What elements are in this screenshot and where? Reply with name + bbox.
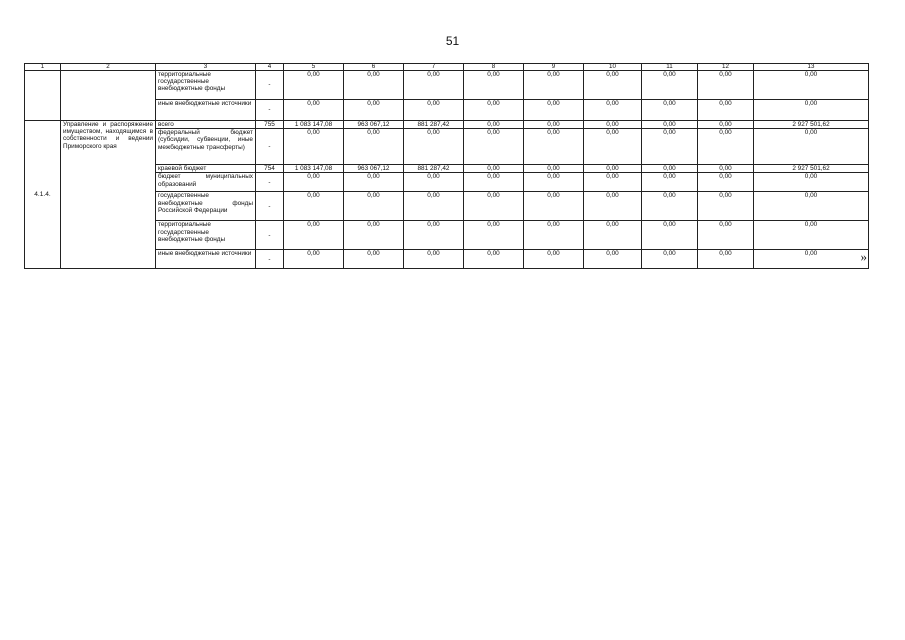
value-cell: 0,00 (284, 192, 344, 221)
value-cell: 0,00 (698, 71, 754, 100)
value-cell: 0,00 (284, 173, 344, 192)
table-row (25, 121, 869, 129)
value-cell: 2 927 501,62 (754, 121, 869, 129)
value-cell: 0,00 (698, 129, 754, 165)
value-cell: 0,00 (464, 165, 524, 173)
value-cell: 0,00 (698, 173, 754, 192)
header-cell: 1 (25, 64, 61, 71)
value-cell: 0,00 (524, 221, 584, 250)
header-cell: 9 (524, 64, 584, 71)
budget-table (24, 63, 869, 269)
funding-source: территориальные государственные внебюджетные фонды (156, 221, 256, 250)
item-number: 4.1.4. (25, 121, 61, 269)
value-cell: 0,00 (344, 192, 404, 221)
value-cell: 0,00 (284, 71, 344, 100)
value-cell: 0,00 (524, 173, 584, 192)
value-cell: 0,00 (584, 121, 642, 129)
value-cell: 0,00 (698, 165, 754, 173)
value-cell: 0,00 (642, 165, 698, 173)
value-cell: 881 287,42 (404, 165, 464, 173)
value-cell: 0,00 (698, 192, 754, 221)
item-name-cell (61, 71, 156, 121)
value-cell: 0,00 (642, 173, 698, 192)
value-cell: 881 287,42 (404, 121, 464, 129)
value-cell: 0,00 (464, 71, 524, 100)
value-cell: 0,00 (464, 100, 524, 121)
budget-code: - (256, 129, 284, 165)
header-cell: 2 (61, 64, 156, 71)
value-cell: 0,00 (642, 250, 698, 269)
funding-source: государственные внебюджетные фонды Российской Федерации (156, 192, 256, 221)
header-cell: 4 (256, 64, 284, 71)
value-cell: 0,00 (584, 71, 642, 100)
value-cell: 0,00 (698, 221, 754, 250)
header-cell: 12 (698, 64, 754, 71)
funding-source: иные внебюджетные источники (156, 100, 256, 121)
value-cell: 0,00 (754, 192, 869, 221)
value-cell: 0,00 (584, 250, 642, 269)
budget-code: - (256, 250, 284, 269)
value-cell: 0,00 (464, 250, 524, 269)
value-cell: 1 083 147,08 (284, 165, 344, 173)
value-cell: 0,00 (464, 173, 524, 192)
value-cell: 0,00 (584, 165, 642, 173)
value-cell: 0,00 (642, 221, 698, 250)
value-cell: 0,00 (344, 129, 404, 165)
header-cell: 8 (464, 64, 524, 71)
header-row (25, 64, 869, 71)
value-cell: 2 927 501,62 (754, 165, 869, 173)
value-cell: 0,00 (404, 173, 464, 192)
value-cell: 0,00 (284, 221, 344, 250)
value-cell: 0,00 (464, 221, 524, 250)
value-cell: 0,00 (284, 250, 344, 269)
funding-source: краевой бюджет (156, 165, 256, 173)
item-name: Управление и распоряжение имуществом, находящимся в собственности и ведении Приморского края (61, 121, 156, 269)
value-cell: 0,00 (642, 71, 698, 100)
funding-source: территориальные государственные внебюджетные фонды (156, 71, 256, 100)
value-cell: 0,00 (284, 100, 344, 121)
value-cell: 0,00 (524, 100, 584, 121)
budget-code: - (256, 71, 284, 100)
value-cell: 0,00 (524, 121, 584, 129)
value-cell: 0,00 (584, 173, 642, 192)
value-cell: 0,00 (754, 100, 869, 121)
value-cell: 0,00 (584, 129, 642, 165)
value-cell: 0,00 (754, 250, 869, 269)
value-cell: 0,00 (524, 192, 584, 221)
budget-code: - (256, 221, 284, 250)
header-cell: 13 (754, 64, 869, 71)
budget-code: - (256, 173, 284, 192)
funding-source: всего (156, 121, 256, 129)
value-cell: 0,00 (524, 250, 584, 269)
value-cell: 0,00 (698, 121, 754, 129)
value-cell: 0,00 (344, 250, 404, 269)
value-cell: 1 083 147,08 (284, 121, 344, 129)
funding-source: иные внебюджетные источники (156, 250, 256, 269)
header-cell: 6 (344, 64, 404, 71)
header-cell: 7 (404, 64, 464, 71)
value-cell: 0,00 (754, 71, 869, 100)
header-cell: 10 (584, 64, 642, 71)
table-row (25, 71, 869, 100)
value-cell: 0,00 (344, 100, 404, 121)
funding-source: бюджет муниципальных образований (156, 173, 256, 192)
value-cell: 0,00 (284, 129, 344, 165)
closing-quote-mark: » (860, 249, 867, 264)
value-cell: 0,00 (404, 129, 464, 165)
value-cell: 0,00 (642, 121, 698, 129)
value-cell: 963 067,12 (344, 165, 404, 173)
header-cell: 5 (284, 64, 344, 71)
value-cell: 0,00 (344, 173, 404, 192)
value-cell: 0,00 (642, 192, 698, 221)
value-cell: 0,00 (754, 129, 869, 165)
value-cell: 0,00 (404, 100, 464, 121)
value-cell: 0,00 (464, 121, 524, 129)
value-cell: 0,00 (584, 221, 642, 250)
value-cell: 0,00 (464, 129, 524, 165)
budget-code: 755 (256, 121, 284, 129)
header-cell: 3 (156, 64, 256, 71)
value-cell: 0,00 (404, 221, 464, 250)
value-cell: 0,00 (698, 250, 754, 269)
value-cell: 0,00 (344, 71, 404, 100)
value-cell: 0,00 (524, 129, 584, 165)
budget-code: 754 (256, 165, 284, 173)
value-cell: 0,00 (404, 250, 464, 269)
page-number: 51 (445, 34, 460, 48)
value-cell: 0,00 (642, 129, 698, 165)
item-number-cell (25, 71, 61, 121)
value-cell: 0,00 (524, 165, 584, 173)
value-cell: 0,00 (404, 71, 464, 100)
funding-source: федеральный бюджет (субсидии, субвенции, иные межбюджетные трансферты) (156, 129, 256, 165)
value-cell: 963 067,12 (344, 121, 404, 129)
budget-code: - (256, 100, 284, 121)
budget-code: - (256, 192, 284, 221)
value-cell: 0,00 (642, 100, 698, 121)
value-cell: 0,00 (754, 173, 869, 192)
value-cell: 0,00 (524, 71, 584, 100)
value-cell: 0,00 (584, 192, 642, 221)
header-cell: 11 (642, 64, 698, 71)
value-cell: 0,00 (754, 221, 869, 250)
value-cell: 0,00 (344, 221, 404, 250)
value-cell: 0,00 (584, 100, 642, 121)
value-cell: 0,00 (464, 192, 524, 221)
value-cell: 0,00 (404, 192, 464, 221)
value-cell: 0,00 (698, 100, 754, 121)
